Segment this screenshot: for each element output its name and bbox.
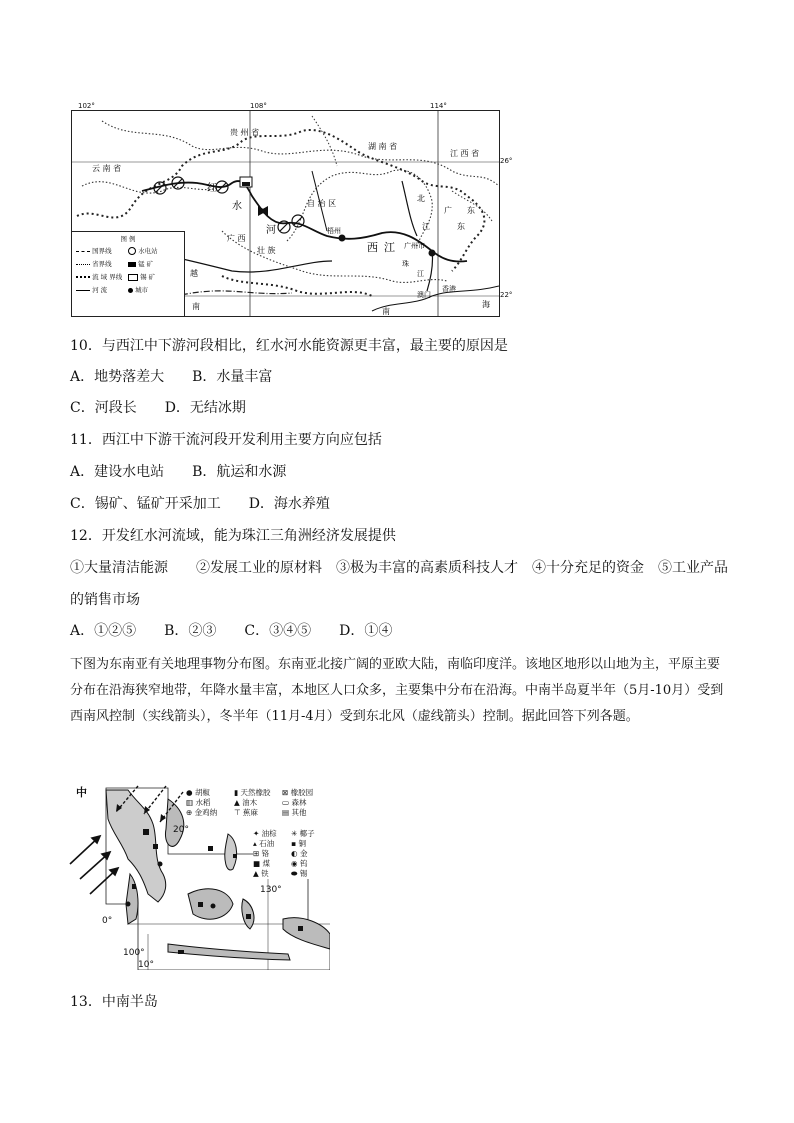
- lat-label-22: 22°: [500, 291, 513, 299]
- label-zhu: 珠: [402, 260, 409, 268]
- label-nan: 南: [192, 302, 200, 311]
- q13-stem: 13．中南半岛: [70, 994, 158, 1010]
- lon-label-108: 108°: [250, 102, 267, 110]
- label-dong2: 东: [467, 206, 475, 215]
- lon-label-114: 114°: [430, 102, 447, 110]
- label-zhuang: 壮 族: [257, 246, 276, 255]
- lat-label-0: 0°: [102, 916, 113, 926]
- map1-legend-title: 图 例: [120, 235, 136, 243]
- lat-label-26: 26°: [500, 157, 513, 165]
- lon-label-130: 130°: [260, 885, 282, 895]
- label-hai: 海: [482, 300, 490, 309]
- label-guangzhou: 广州市: [404, 242, 425, 250]
- legend-tungsten: ◉ 钨: [291, 859, 308, 868]
- lat-label-10: 10°: [138, 960, 154, 970]
- legend-forest: ▭ 森林: [282, 798, 307, 807]
- q11-options-1: A．建设水电站 B．航运和水源: [70, 464, 287, 480]
- legend-coconut: ✳ 椰子: [291, 829, 315, 838]
- legend-hydropower: 水电站: [128, 246, 180, 255]
- q10-options-1: A．地势落差大 B．水量丰富: [70, 369, 273, 385]
- lat-label-20: 20°: [173, 825, 189, 835]
- label-shui: 水: [232, 201, 242, 212]
- legend-rice: ▥ 水稻: [186, 798, 211, 807]
- legend-chromium: ⊞ 铬: [253, 849, 270, 858]
- city-icon: [128, 288, 133, 293]
- label-guizhou: 贵 州 省: [230, 128, 260, 137]
- label-xianggang: 香港: [442, 285, 456, 293]
- map2-legend-top: [186, 788, 330, 818]
- legend-city: 城市: [128, 285, 180, 294]
- legend-oil: ▴ 石油: [253, 839, 275, 848]
- q11-options-2: C．锡矿、锰矿开采加工 D．海水养殖: [70, 496, 330, 512]
- city-wuzhou-icon: [339, 235, 346, 242]
- label-jiang3: 江: [417, 270, 424, 278]
- label-dong: 东: [457, 222, 465, 231]
- legend-oil-palm: ✦ 油棕: [253, 829, 277, 838]
- label-wuzhou: 梧州: [327, 227, 341, 235]
- legend-tin: ⬬ 锡: [291, 869, 308, 878]
- map2-legend-bottom: [253, 829, 329, 879]
- label-aomen: 澳门: [417, 291, 431, 299]
- legend-provincial-border: 省界线: [76, 259, 128, 268]
- q12-items-1: ①大量清洁能源 ②发展工业的原材料 ③极为丰富的高素质科技人才 ④十分充足的资金 ⑤工业产品: [70, 560, 728, 576]
- label-jiangxi: 江 西 省: [450, 149, 480, 158]
- city-guangzhou-icon: [429, 250, 436, 257]
- label-china: 中: [76, 786, 87, 799]
- legend-natural-rubber: ▮ 天然橡胶: [234, 788, 271, 797]
- legend-iron: ▲ 铁: [253, 869, 269, 878]
- label-zizhi: 自 治 区: [307, 199, 337, 208]
- label-he: 河: [266, 225, 276, 236]
- legend-gold: ◐ 金: [291, 849, 308, 858]
- lon-label-100: 100°: [123, 948, 145, 958]
- legend-abaca: ⊤ 蕉麻: [234, 808, 258, 817]
- label-hong: 红: [207, 183, 217, 194]
- legend-cinchona: ⊕ 金鸡纳: [186, 808, 218, 817]
- manganese-mine-icon: [128, 262, 136, 267]
- map1-legend: [72, 231, 185, 317]
- legend-coal: ■ 煤: [253, 859, 270, 868]
- label-yue: 越: [190, 269, 198, 278]
- southeast-asia-map: [68, 784, 330, 970]
- label-guang: 广: [444, 206, 452, 215]
- legend-tin: 锡 矿: [128, 272, 180, 281]
- southwest-monsoon-arrows: [70, 836, 118, 894]
- legend-river: 河 流: [76, 285, 128, 294]
- label-nan2: 南: [382, 307, 390, 316]
- q10-options-2: C．河段长 D．无结冰期: [70, 400, 246, 416]
- legend-rubber-plantation: ⊠ 橡胶园: [282, 788, 314, 797]
- legend-copper: ▪ 铜: [291, 839, 306, 848]
- lon-label-102: 102°: [78, 102, 95, 110]
- legend-basin-boundary: 流 域 界线: [76, 272, 128, 281]
- intro-paragraph: 下图为东南亚有关地理事物分布图。东南亚北接广阔的亚欧大陆，南临印度洋。该地区地形以山地为主，平原主要分布在沿海狭窄地带，年降水量丰富，本地区人口众多，主要集中分布在沿海。中南半岛夏半年（5月-10月）受到西南风控制（实线箭头），冬半年（11月-4月）受到东北风（虚线箭头）控制。据此回答下列各题。: [70, 657, 724, 724]
- q12-stem: 12．开发红水河流域，能为珠江三角洲经济发展提供: [70, 528, 396, 544]
- legend-national-border: 国界线: [76, 246, 128, 255]
- label-hunan: 湖 南 省: [368, 142, 398, 151]
- legend-oil-tree: ▲ 油木: [234, 798, 258, 807]
- legend-manganese: 锰 矿: [128, 259, 180, 268]
- label-yunnan: 云 南 省: [92, 164, 122, 173]
- legend-pepper: ● 胡椒: [186, 788, 210, 797]
- q10-stem: 10．与西江中下游河段相比，红水河水能资源更丰富，最主要的原因是: [70, 338, 508, 354]
- tin-mine-icon: [128, 274, 138, 281]
- hydropower-station-icon: [128, 247, 136, 255]
- xijiang-basin-map: [71, 110, 500, 317]
- label-jiang: 江: [384, 241, 395, 254]
- label-jiang2: 江: [422, 222, 430, 231]
- label-bei: 北: [417, 194, 425, 203]
- q12-items-2: 的销售市场: [70, 592, 140, 608]
- q11-stem: 11．西江中下游干流河段开发利用主要方向应包括: [70, 432, 382, 448]
- legend-other: ▤ 其他: [282, 808, 307, 817]
- q12-options: A．①②⑤ B．②③ C．③④⑤ D．①④: [70, 623, 393, 639]
- label-guangxi: 广 西: [227, 234, 246, 243]
- label-xi: 西: [367, 241, 378, 254]
